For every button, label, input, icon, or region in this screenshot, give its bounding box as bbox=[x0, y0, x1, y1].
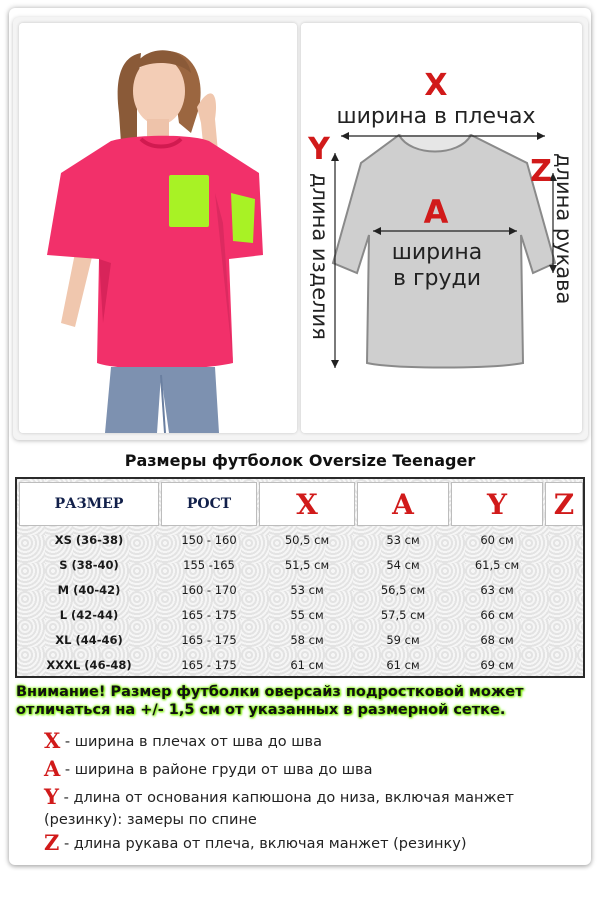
cell-height: 160 - 170 bbox=[181, 583, 237, 597]
cell-size: XS (36-38) bbox=[54, 533, 124, 547]
cell-a: 54 см bbox=[386, 558, 420, 572]
label-shoulder-width: ширина в плечах bbox=[336, 104, 536, 129]
legend-text-x: - ширина в плечах от шва до шва bbox=[64, 734, 322, 750]
legend-item-y bbox=[44, 786, 564, 831]
header-x bbox=[259, 482, 355, 526]
cell-y: 63 см bbox=[480, 583, 514, 597]
cell-x: 55 см bbox=[290, 608, 324, 622]
header-a-label: A bbox=[392, 487, 414, 521]
warning-line-1: Внимание! Размер футболки оверсайз подростковой может bbox=[16, 684, 524, 700]
header-z-label: Z bbox=[553, 487, 575, 521]
label-a: A bbox=[423, 193, 449, 231]
legend-letter-z: Z bbox=[44, 830, 60, 855]
cell-a: 56,5 см bbox=[380, 583, 426, 597]
legend-item-a bbox=[44, 758, 564, 781]
cell-y: 69 см bbox=[480, 658, 514, 672]
size-warning bbox=[16, 683, 586, 719]
label-sleeve-length: длина рукава bbox=[552, 153, 576, 305]
table-title: Размеры футболок Oversize Teenager bbox=[124, 451, 476, 470]
table-row bbox=[17, 578, 583, 603]
header-y-label: Y bbox=[487, 487, 507, 521]
header-height bbox=[161, 482, 257, 526]
header-height-label: РОСТ bbox=[186, 496, 232, 512]
table-row bbox=[17, 553, 583, 578]
cell-size: XL (44-46) bbox=[55, 633, 123, 647]
label-product-length: длина изделия bbox=[308, 173, 332, 340]
cell-x: 51,5 см bbox=[284, 558, 330, 572]
legend-letter-y: Y bbox=[44, 784, 59, 809]
cell-y: 61,5 см bbox=[474, 558, 520, 572]
cell-height: 155 -165 bbox=[183, 558, 235, 572]
cell-x: 50,5 см bbox=[284, 533, 330, 547]
header-size bbox=[19, 482, 159, 526]
cell-height: 150 - 160 bbox=[181, 533, 237, 547]
cell-y: 60 см bbox=[480, 533, 514, 547]
tshirt-diagram bbox=[301, 23, 582, 433]
cell-a: 61 см bbox=[386, 658, 420, 672]
table-row bbox=[17, 528, 583, 553]
model-illustration bbox=[19, 23, 297, 433]
cell-y: 66 см bbox=[480, 608, 514, 622]
header-y bbox=[451, 482, 543, 526]
cell-x: 61 см bbox=[290, 658, 324, 672]
legend-text-y: - длина от основания капюшона до низа, включая манжет bbox=[63, 790, 514, 806]
header-a bbox=[357, 482, 449, 526]
label-x: X bbox=[424, 68, 448, 103]
cell-height: 165 - 175 bbox=[181, 658, 237, 672]
cell-size: S (38-40) bbox=[59, 558, 119, 572]
table-row bbox=[17, 628, 583, 653]
cell-a: 57,5 см bbox=[380, 608, 426, 622]
table-row bbox=[17, 653, 583, 678]
table-row bbox=[17, 603, 583, 628]
cell-a: 59 см bbox=[386, 633, 420, 647]
cell-y: 68 см bbox=[480, 633, 514, 647]
label-chest-line2: в груди bbox=[392, 266, 482, 291]
legend-item-x bbox=[44, 730, 564, 753]
warning-line-2: отличаться на +/- 1,5 см от указанных в размерной сетке. bbox=[16, 702, 506, 718]
cell-size: L (42-44) bbox=[59, 608, 119, 622]
size-table bbox=[15, 477, 585, 678]
cell-size: M (40-42) bbox=[57, 583, 121, 597]
legend-text-a: - ширина в районе груди от шва до шва bbox=[64, 762, 373, 778]
header-z bbox=[545, 482, 583, 526]
cell-height: 165 - 175 bbox=[181, 633, 237, 647]
header-size-label: РАЗМЕР bbox=[54, 496, 124, 512]
cell-height: 165 - 175 bbox=[181, 608, 237, 622]
cell-x: 58 см bbox=[290, 633, 324, 647]
cell-size: XXXL (46-48) bbox=[46, 658, 132, 672]
label-y: Y bbox=[308, 132, 330, 167]
cell-x: 53 см bbox=[290, 583, 324, 597]
legend-letter-x: X bbox=[44, 728, 61, 753]
legend-item-z bbox=[44, 832, 564, 855]
legend-text-z: - длина рукава от плеча, включая манжет (резинку) bbox=[63, 836, 467, 852]
label-chest-line1: ширина bbox=[391, 240, 483, 265]
legend-text-y-line2: (резинку): замеры по спине bbox=[44, 812, 257, 828]
cell-a: 53 см bbox=[386, 533, 420, 547]
header-x-label: X bbox=[296, 487, 318, 521]
measurement-diagram bbox=[301, 23, 582, 433]
product-photo bbox=[19, 23, 297, 433]
legend-letter-a: A bbox=[44, 756, 61, 781]
label-z: Z bbox=[530, 154, 552, 189]
